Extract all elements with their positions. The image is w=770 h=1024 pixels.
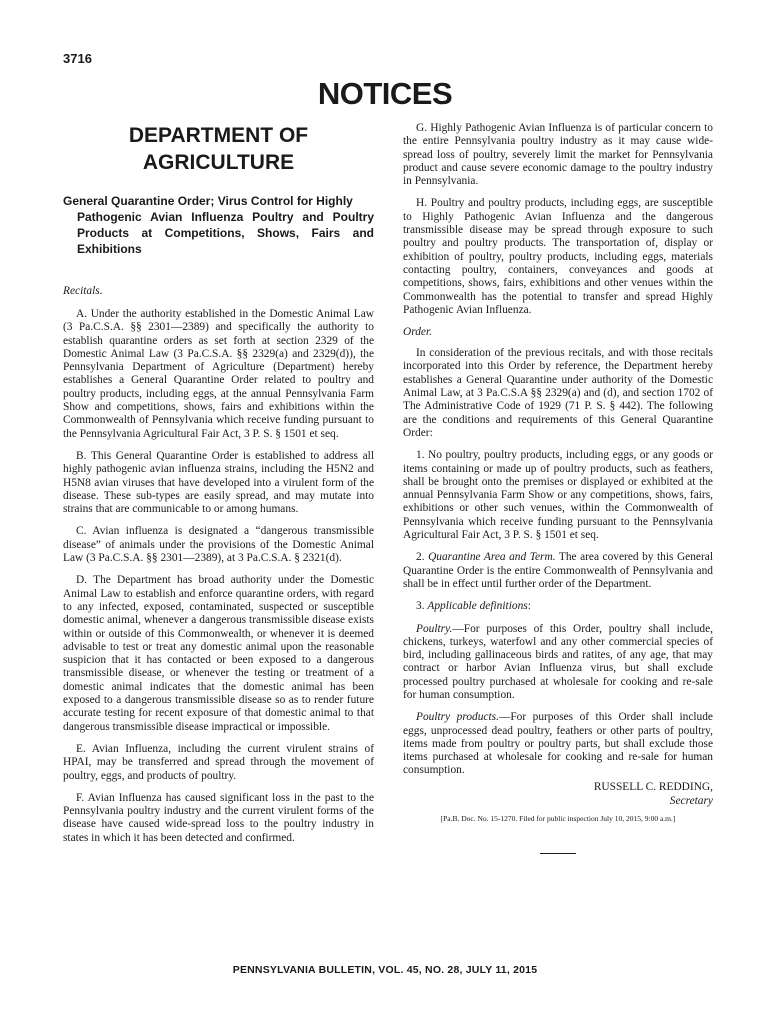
document-filing-note: [Pa.B. Doc. No. 15-1270. Filed for public inspection July 10, 2015, 9:00 a.m.]	[440, 813, 676, 823]
definition-poultry-term: Poultry.	[416, 622, 453, 635]
department-title-line2: AGRICULTURE	[142, 151, 295, 174]
department-title-line1: DEPARTMENT OF	[128, 124, 309, 147]
order-item-3-suffix: :	[527, 600, 531, 613]
definition-poultry	[403, 623, 713, 703]
recital-b: B. This General Quarantine Order is established to address all highly pathogenic avian influenza strains, including the H5N2 and H5N8 avian viruses that have developed into a virulent form of the disease. These sub-types are easily spread, and may mutate into strains that are communicable to or among humans.	[63, 449, 374, 516]
signature-name: RUSSELL C. REDDING,	[593, 780, 713, 793]
recitals-heading: Recitals.	[63, 285, 103, 297]
order-item-1: 1. No poultry, poultry products, including eggs, or any goods or items containing or made up of poultry products, such as feathers, shall be brought onto the premises or displayed or exhibited at the annual Pennsylvania Farm Show or any competitions, shows, fairs, exhibitions or other such venues, within the Commonwealth of Pennsylvania which receive funding pursuant to the Pennsylvania Agricultural Fair Act, 3 P. S. § 1501 et seq.	[403, 449, 713, 542]
order-item-2-label: Quarantine Area and Term.	[428, 551, 556, 564]
right-column	[403, 122, 713, 854]
order-item-3-number: 3.	[416, 600, 425, 613]
order-heading: Order.	[403, 326, 433, 339]
recital-h: H. Poultry and poultry products, including eggs, are susceptible to Highly Pathogenic Avian Influenza and the dangerous transmissible disease may be spread through exposure to such poultry and poultry products. The transportation of, display or exhibition of poultry, poultry products, including eggs, materials contacting poultry, containers, conveyances and goods at competitions, shows, fairs, exhibitions and other venues within the Commonwealth has the potential to transfer and spread Highly Pathogenic Avian Influenza.	[403, 197, 713, 316]
order-item-2-number: 2.	[416, 551, 425, 564]
page-number: 3716	[63, 51, 92, 66]
document-title-rest: Pathogenic Avian Influenza Poultry and Poultry Products at Competitions, Shows, Fairs and Exhibitions	[77, 210, 374, 256]
department-title	[63, 122, 374, 176]
signature-title: Secretary	[669, 794, 713, 807]
order-item-2-text: The area covered by this General Quarantine Order is the entire Commonwealth of Pennsylvania and shall be in effect until further order of the Department.	[403, 551, 713, 590]
order-item-2	[403, 551, 713, 591]
order-item-3-label: Applicable definitions	[427, 600, 528, 613]
recital-d: D. The Department has broad authority under the Domestic Animal Law to establish and enforce quarantine orders, with regard to any infected, exposed, contaminated, suspected or susceptible domestic animal, whenever a dangerous transmissible disease exists within or outside of this Commonwealth, or whenever it is deemed advisable to test or treat any domestic animal upon the reasonable suspicion that it has contacted or been exposed to a dangerous transmissible disease, or whenever the testing or treatment of a domestic animal indicates that the domestic animal has been exposed to a dangerous transmissible disease so as to render future accurate testing for recent exposure of that domestic animal to that dangerous transmissible disease impractical or impossible.	[63, 574, 374, 733]
definition-poultry-products	[403, 711, 713, 777]
recital-c: C. Avian influenza is designated a “dangerous transmissible disease” of animals under the provisions of the Domestic Animal Law (3 Pa.C.S.A. §§ 2301—2389), at 3 Pa.C.S.A. § 2321(d).	[63, 525, 374, 565]
recital-e: E. Avian Influenza, including the current virulent strains of HPAI, may be transferred and spread through the movement of poultry, eggs, and products of poultry.	[63, 742, 374, 782]
document-title	[63, 193, 374, 257]
document-title-first-line: General Quarantine Order; Virus Control for Highly	[63, 194, 353, 208]
recital-f: F. Avian Influenza has caused significant loss in the past to the Pennsylvania poultry industry and the current virulent forms of the disease have caused wide-spread loss to the poultry industry in states in which it has been detected and confirmed.	[63, 791, 374, 844]
definition-poultry-products-text: —For purposes of this Order shall include eggs, unprocessed dead poultry, feathers or other parts of poultry, items made from poultry or poultry parts, but shall exclude those items purchased at wholesale for cooking and re-sale for human consumption.	[403, 711, 713, 777]
recital-g: G. Highly Pathogenic Avian Influenza is of particular concern to the entire Pennsylvania poultry industry as it may cause wide-spread loss of poultry, severely limit the market for Pennsylvania product and cause severe economic damage to the poultry industry in Pennsylvania.	[403, 122, 713, 188]
section-header: NOTICES	[317, 76, 453, 111]
left-column	[63, 122, 374, 854]
recital-a: A. Under the authority established in the Domestic Animal Law (3 Pa.C.S.A. §§ 2301—2389) and specifically the authority to establish quarantine orders as set forth at section 2329 of the Domestic Animal Law (3 Pa.C.S.A. §§ 2329(a) and 2329(d)), the Pennsylvania Department of Agriculture (Department) hereby establishes a General Quarantine Order related to poultry and poultry products, including eggs, at the annual Pennsylvania Farm Show and competitions, shows, fairs and exhibitions within the Commonwealth of Pennsylvania which receive funding pursuant to the Pennsylvania Agricultural Fair Act, 3 P. S. § 1501 et seq.	[63, 308, 374, 440]
order-item-3	[403, 600, 713, 613]
order-intro: In consideration of the previous recitals, and with those recitals incorporated into this Order by reference, the Department hereby establishes a General Quarantine under authority of the Domestic Animal Law, at 3 Pa.C.S.A §§ 2329(a) and (d), and section 1702 of The Administrative Code of 1929 (71 P. S. § 442). The following are the conditions and requirements of this General Quarantine Order:	[403, 347, 713, 439]
end-rule	[540, 853, 576, 854]
definition-poultry-products-term: Poultry products.	[416, 711, 499, 724]
definition-poultry-text: —For purposes of this Order, poultry shall include, chickens, turkeys, waterfowl and any other commercial species of bird, including gallinaceous birds and ratites, of any age, that may contract or harbor Avian Influenza virus, but shall exclude processed poultry purchased at wholesale for cooking and re-sale for human consumption.	[403, 622, 713, 701]
page-footer: PENNSYLVANIA BULLETIN, VOL. 45, NO. 28, JULY 11, 2015	[232, 964, 538, 976]
